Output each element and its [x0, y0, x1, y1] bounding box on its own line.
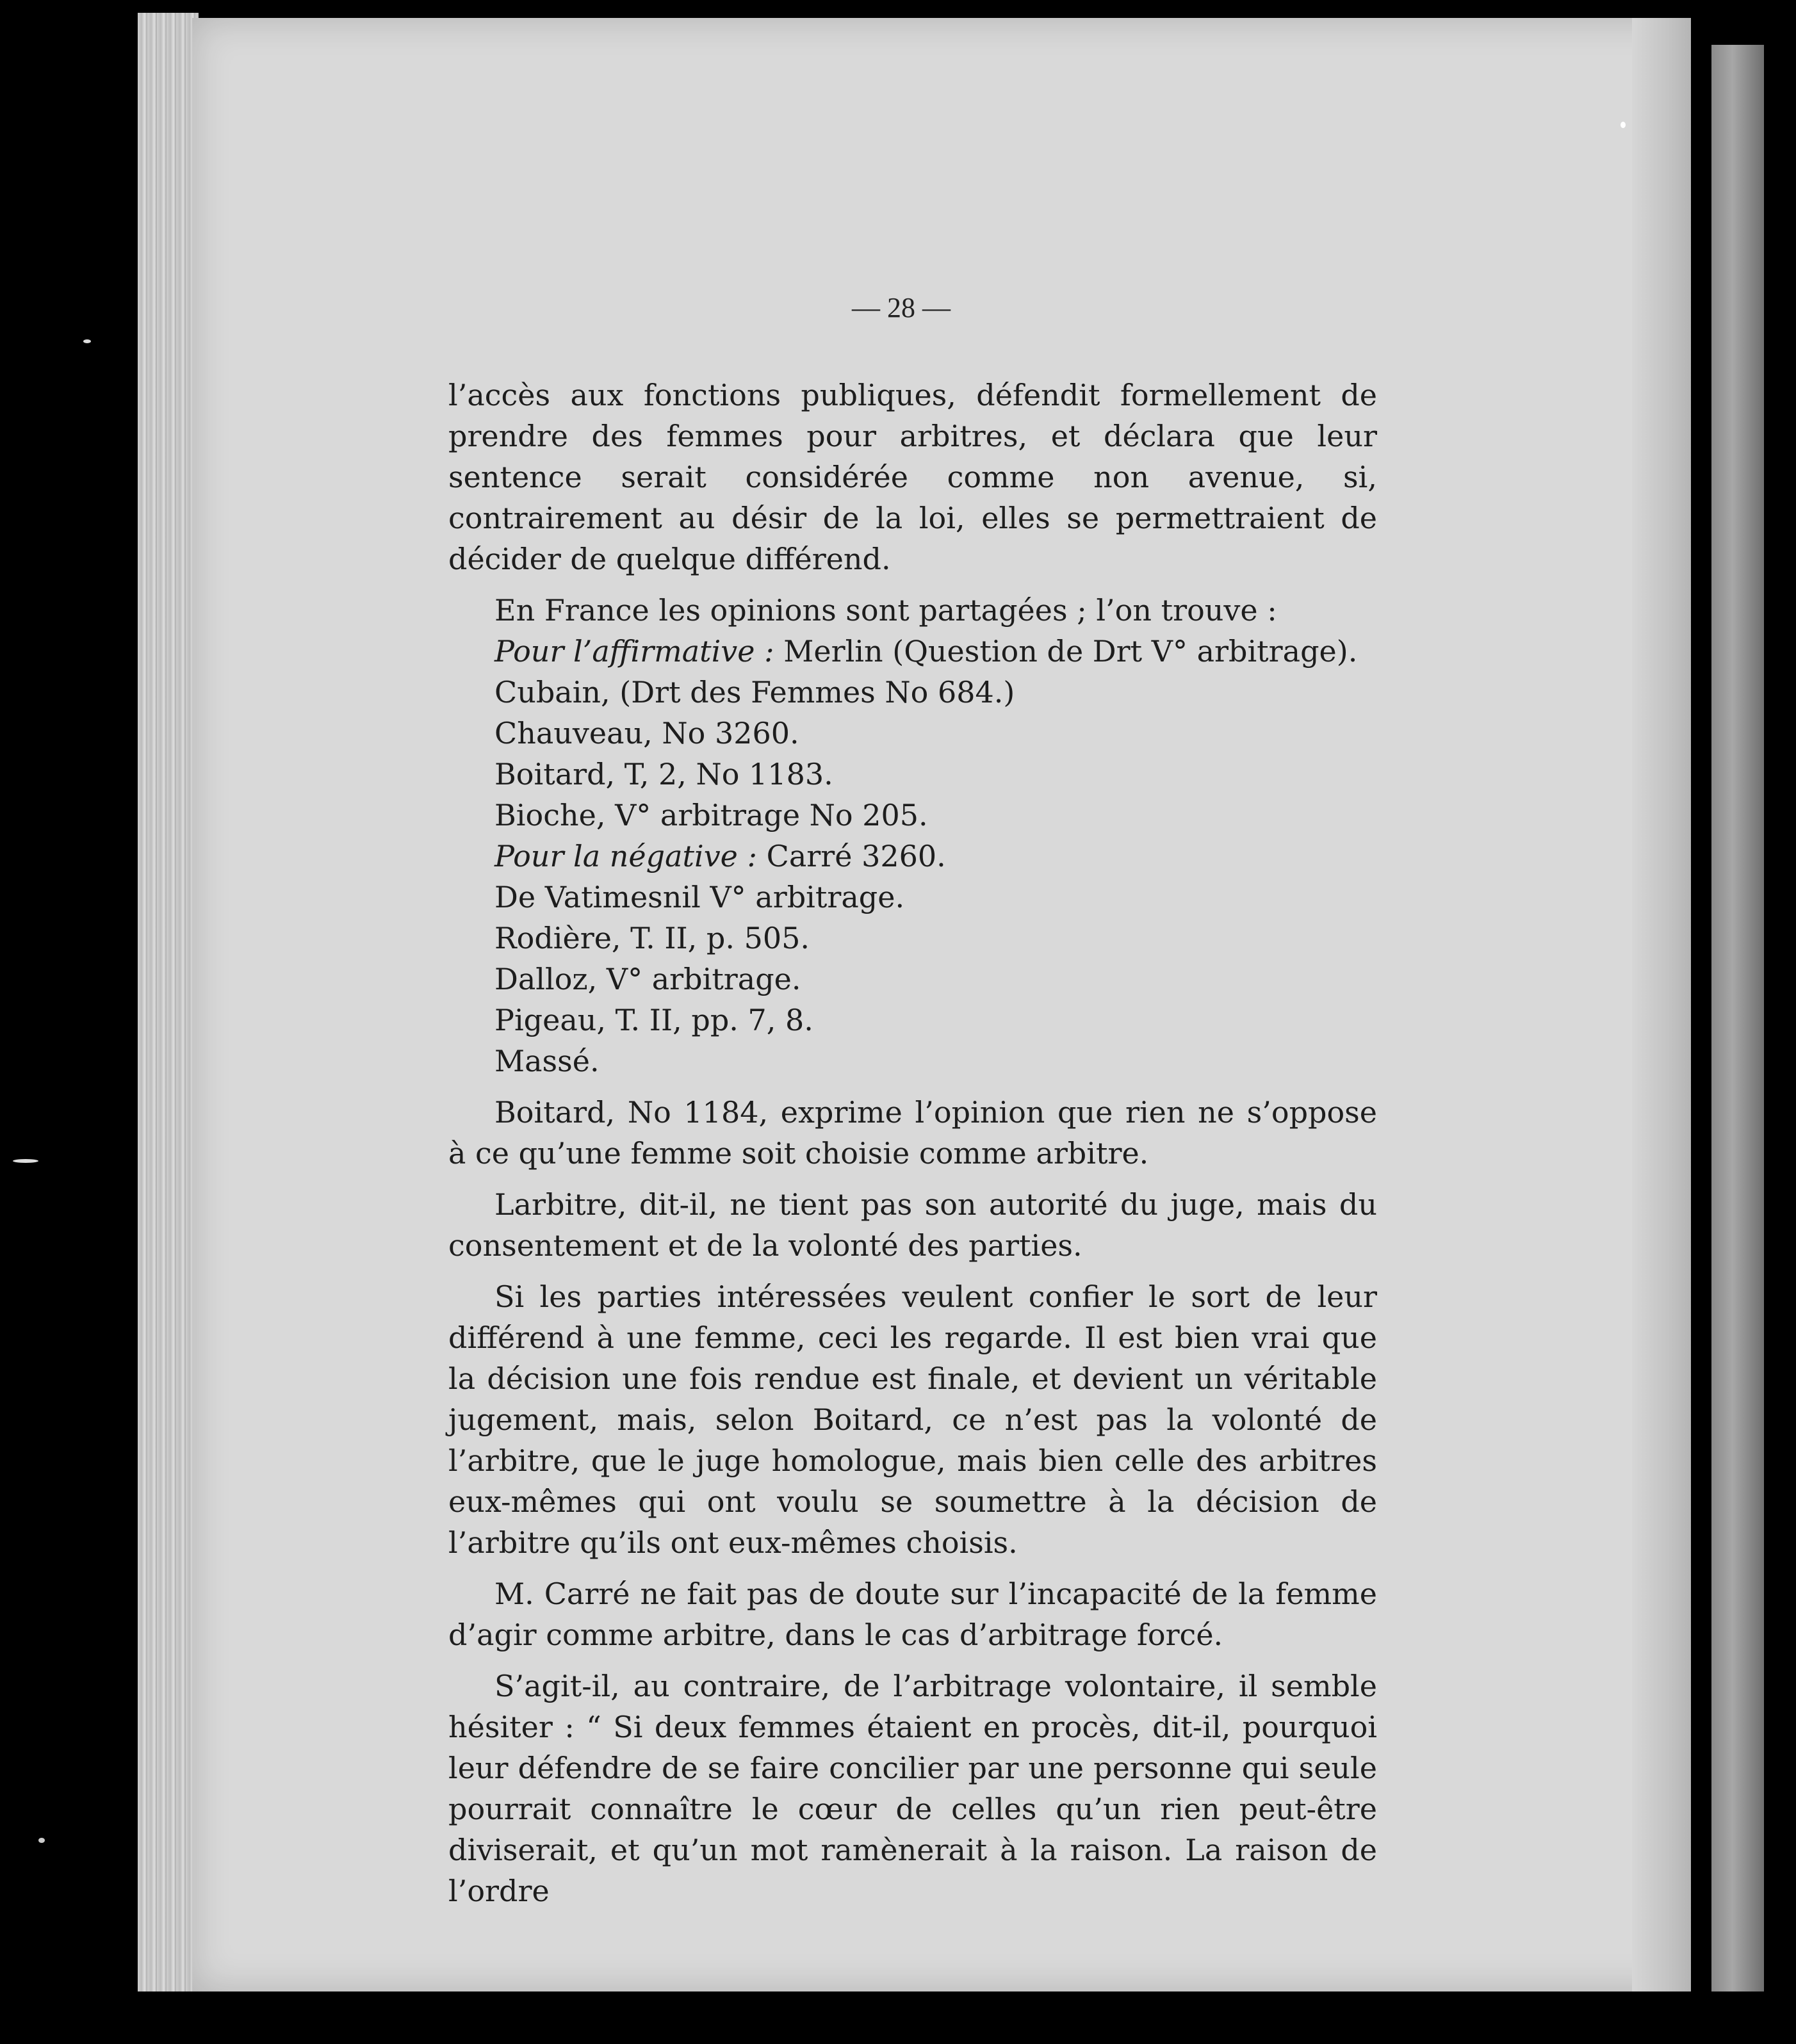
citation-line: Bioche, V° arbitrage No 205.: [494, 798, 928, 832]
body-text: [448, 375, 1377, 1911]
affirmative-label: Pour l’affirmative :: [494, 634, 774, 669]
citation-line: Chauveau, No 3260.: [494, 716, 799, 750]
paragraph-7: S’agit-il, au contraire, de l’arbitrage volontaire, il semble hésiter : “ Si deux femmes étaient en procès, dit-il, pourquoi leur défendre de se faire concilier par une personne qui seule pourrait connaître le cœur de celles qu’un rien peut-être diviserait, et qu’un mot ramènerait à la raison. La raison de l’ordre: [448, 1669, 1377, 1908]
negative-first-citation: Carré 3260.: [766, 839, 946, 873]
dust-speck: [38, 1838, 45, 1843]
dust-speck: [1620, 122, 1626, 128]
paragraph-6: M. Carré ne fait pas de doute sur l’incapacité de la femme d’agir comme arbitre, dans le cas d’arbitrage forcé.: [448, 1577, 1377, 1652]
paragraph-2: En France les opinions sont partagées ; l’on trouve :: [494, 593, 1277, 628]
negative-label: Pour la négative :: [494, 839, 758, 873]
citation-line: Rodière, T. II, p. 505.: [494, 921, 810, 955]
paragraph-5: Si les parties intéressées veulent confier le sort de leur différend à une femme, ceci les regarde. Il est bien vrai que la décision une fois rendue est finale, et devient un véritable jugement, mais, selon Boitard, ce n’est pas la volonté de l’arbitre, que le juge homologue, mais bien celle des arbitres eux-mêmes qui ont voulu se soumettre à la décision de l’arbitre qu’ils ont eux-mêmes choisis.: [448, 1279, 1377, 1560]
citation-line: Pigeau, T. II, pp. 7, 8.: [494, 1003, 813, 1037]
page-number: — 28 —: [852, 292, 951, 323]
dust-speck: [13, 1159, 38, 1163]
citation-line: De Vatimesnil V° arbitrage.: [494, 880, 905, 914]
negative-line: [448, 836, 1377, 877]
paragraph-1: l’accès aux fonctions publiques, défendit formellement de prendre des femmes pour arbitres, et déclara que leur sentence serait considérée comme non avenue, si, contrairement au désir de la loi, elles se permettraient de décider de quelque différend.: [448, 378, 1377, 576]
citation-line: Boitard, T, 2, No 1183.: [494, 757, 833, 791]
paragraph-4: Larbitre, dit-il, ne tient pas son autorité du juge, mais du consentement et de la volonté des parties.: [448, 1187, 1377, 1263]
dust-speck: [83, 339, 91, 343]
citation-line: Dalloz, V° arbitrage.: [494, 962, 801, 996]
page-gutter-shadow: [1632, 18, 1691, 1991]
affirmative-first-citation: Merlin (Question de Drt V° arbitrage).: [783, 634, 1358, 669]
facing-page-edge: [1711, 45, 1764, 1991]
citation-line: Massé.: [494, 1044, 600, 1078]
book-page-edges: [138, 13, 199, 1991]
affirmative-line: [448, 631, 1377, 672]
citation-line: Cubain, (Drt des Femmes No 684.): [494, 675, 1015, 710]
paragraph-3: Boitard, No 1184, exprime l’opinion que rien ne s’oppose à ce qu’une femme soit choisie comme arbitre.: [448, 1095, 1377, 1171]
